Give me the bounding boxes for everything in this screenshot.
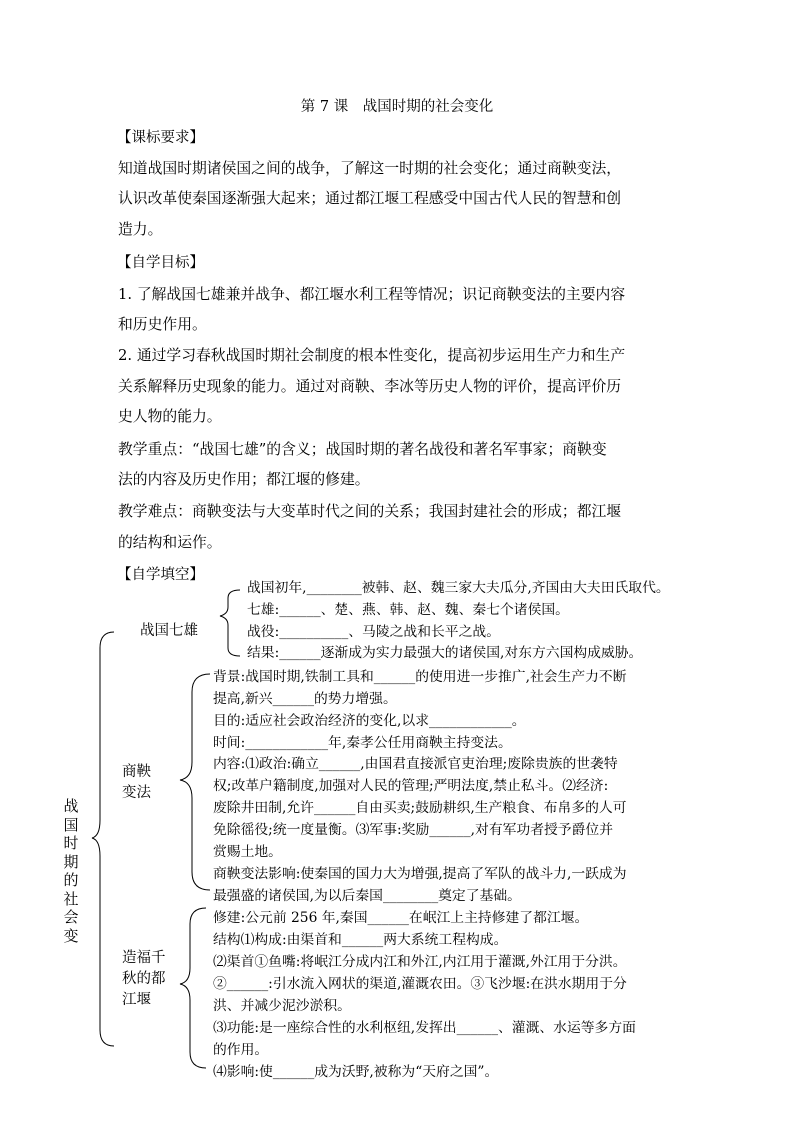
dujiang-line-2: 结构⑴构成:由渠首和______两大系统工程构成。 bbox=[213, 932, 508, 948]
dujiang-brace bbox=[180, 908, 206, 1068]
root-char: 战 bbox=[63, 797, 79, 815]
shang-label-2: 变法 bbox=[122, 785, 151, 801]
key-points-line-2: 法的内容及历史作用；都江堰的修建。 bbox=[118, 471, 370, 488]
difficulties-line-2: 的结构和运作。 bbox=[118, 534, 222, 551]
dujiang-line-3: ⑵渠首①鱼嘴:将岷江分成内江和外江,内江用于灌溉,外江用于分洪。 bbox=[213, 954, 627, 970]
goals-line-5: 史人物的能力。 bbox=[118, 408, 222, 425]
shang-line-8: 免除徭役;统一度量衡。⑶军事:奖励______,对有军功者授予爵位并 bbox=[213, 822, 613, 838]
dujiang-line-4: ②______:引水流入网状的渠道,灌溉农田。③飞沙堰:在洪水期用于分 bbox=[213, 976, 627, 992]
root-brace bbox=[92, 632, 114, 1046]
seven-line-1: 战国初年,________被韩、赵、魏三家大夫瓜分,齐国由大夫田氏取代。 bbox=[247, 580, 670, 596]
seven-line-3: 战役:__________、马陵之战和长平之战。 bbox=[247, 624, 500, 640]
dujiang-line-1: 修建:公元前 256 年,秦国______在岷江上主持修建了都江堰。 bbox=[213, 910, 589, 926]
shang-line-7: 废除井田制,允许______自由买卖;鼓励耕织,生产粮食、布帛多的人可 bbox=[213, 800, 627, 816]
root-char: 期 bbox=[63, 852, 79, 871]
shang-label-1: 商鞅 bbox=[122, 764, 151, 780]
shang-line-11: 最强盛的诸侯国,为以后秦国________奠定了基础。 bbox=[213, 888, 521, 904]
dujiang-line-5: 洪、并减少泥沙淤积。 bbox=[213, 998, 351, 1014]
root-char: 国 bbox=[63, 815, 79, 834]
shang-line-2: 提高,新兴______的势力增强。 bbox=[213, 691, 397, 707]
root-char: 社 bbox=[63, 889, 79, 908]
dujiang-line-8: ⑷影响:使______成为沃野,被称为“天府之国”。 bbox=[213, 1064, 499, 1080]
root-char: 时 bbox=[63, 834, 79, 852]
root-char: 会 bbox=[63, 908, 79, 926]
goals-line-1: 1. 了解战国七雄兼并战争、都江堰水利工程等情况；识记商鞅变法的主要内容 bbox=[118, 286, 626, 303]
requirements-line-1: 知道战国时期诸侯国之间的战争，了解这一时期的社会变化；通过商鞅变法， bbox=[118, 160, 622, 177]
difficulties-line-1: 教学难点：商鞅变法与大变革时代之间的关系；我国封建社会的形成；都江堰 bbox=[118, 503, 622, 520]
dujiang-label-3: 江堰 bbox=[122, 992, 151, 1008]
dujiang-label-1: 造福千 bbox=[122, 950, 166, 966]
requirements-heading: 【课标要求】 bbox=[117, 130, 204, 146]
shang-line-3: 目的:适应社会政治经济的变化,以求____________。 bbox=[213, 713, 526, 729]
goals-line-4: 关系解释历史现象的能力。通过对商鞅、李冰等历史人物的评价，提高评价历 bbox=[118, 378, 622, 395]
requirements-line-3: 造力。 bbox=[118, 221, 163, 238]
seven-brace bbox=[220, 590, 240, 656]
page-title: 第 7 课 战国时期的社会变化 bbox=[300, 99, 494, 115]
shang-line-10: 商鞅变法影响:使秦国的国力大为增强,提高了军队的战斗力,一跃成为 bbox=[213, 866, 627, 882]
seven-label: 战国七雄 bbox=[140, 623, 198, 639]
root-char: 的 bbox=[63, 871, 79, 889]
goals-line-2: 和历史作用。 bbox=[118, 316, 207, 333]
shang-line-1: 背景:战国时期,铁制工具和______的使用进一步推广,社会生产力不断 bbox=[213, 669, 627, 685]
shang-line-6: 权;改革户籍制度,加强对人民的管理;严明法度,禁止私斗。⑵经济: bbox=[213, 778, 609, 794]
goals-heading: 【自学目标】 bbox=[117, 255, 204, 271]
shang-line-5: 内容:⑴政治:确立______,由国君直接派官吏治理;废除贵族的世袭特 bbox=[213, 756, 618, 772]
dujiang-line-6: ⑶功能:是一座综合性的水利枢纽,发挥出______、灌溉、水运等多方面 bbox=[213, 1020, 636, 1036]
shang-brace bbox=[180, 674, 210, 890]
seven-line-2: 七雄:______、楚、燕、韩、赵、魏、秦七个诸侯国。 bbox=[247, 602, 569, 618]
root-vertical-label bbox=[62, 797, 80, 945]
dujiang-line-7: 的作用。 bbox=[213, 1042, 269, 1058]
dujiang-label-2: 秋的都 bbox=[122, 971, 166, 987]
key-points-line-1: 教学重点：“战国七雄”的含义；战国时期的著名战役和著名军事家；商鞅变 bbox=[118, 441, 607, 458]
goals-line-3: 2. 通过学习春秋战国时期社会制度的根本性变化，提高初步运用生产力和生产 bbox=[118, 347, 626, 364]
fill-heading: 【自学填空】 bbox=[117, 567, 204, 583]
shang-line-9: 赏赐土地。 bbox=[213, 844, 282, 860]
requirements-line-2: 认识改革使秦国逐渐强大起来；通过都江堰工程感受中国古代人民的智慧和创 bbox=[118, 190, 622, 207]
root-char: 变 bbox=[63, 926, 79, 945]
shang-line-4: 时间:____________年,秦孝公任用商鞅主持变法。 bbox=[213, 735, 512, 751]
seven-line-4: 结果:______逐渐成为实力最强大的诸侯国,对东方六国构成威胁。 bbox=[247, 645, 643, 661]
